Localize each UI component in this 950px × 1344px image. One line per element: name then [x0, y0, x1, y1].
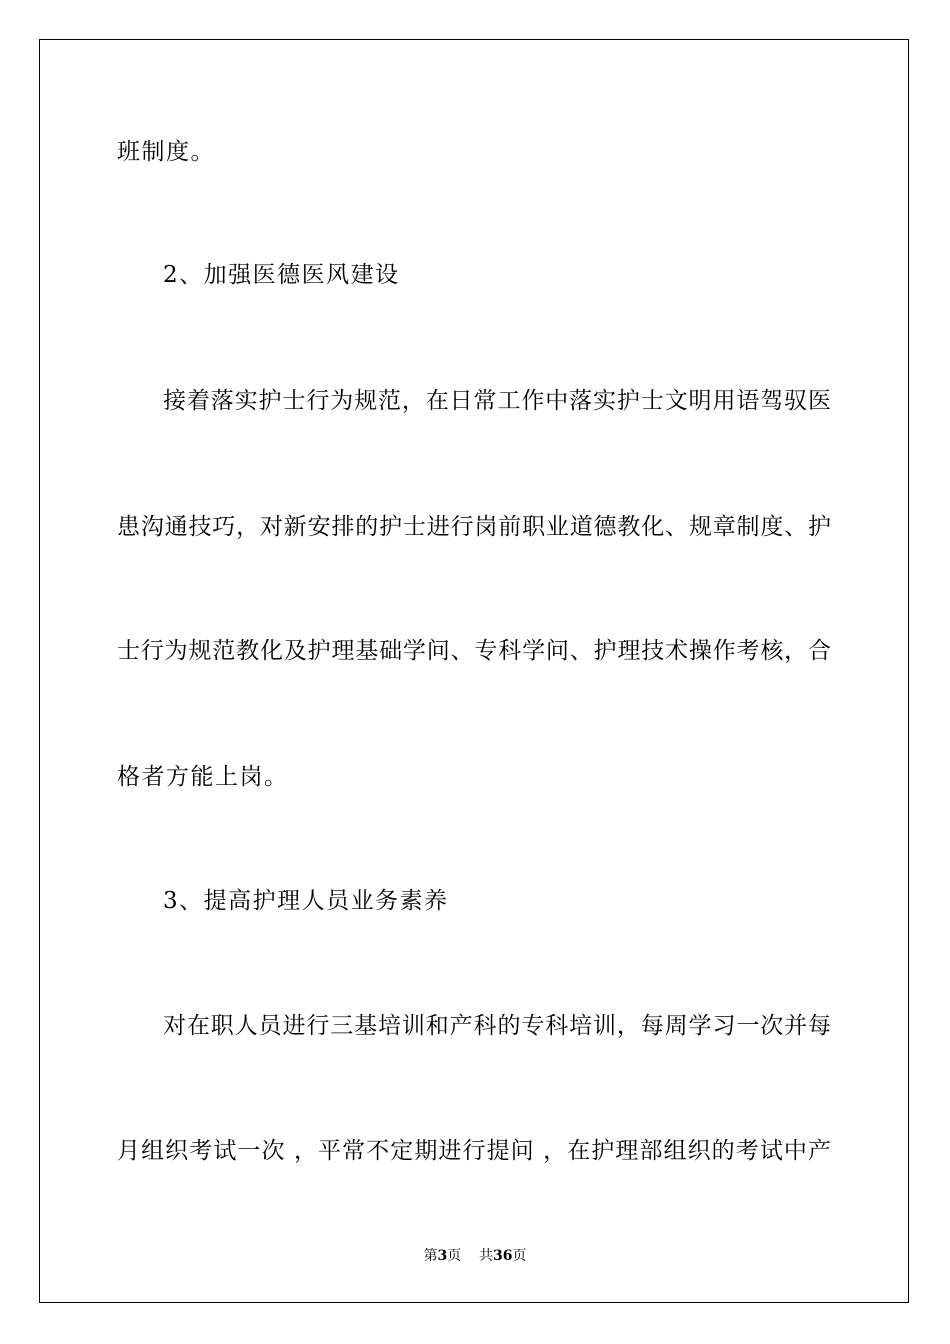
text-line-9: 月组织考试一次 ，平常不定期进行提问 ，在护理部组织的考试中产 — [117, 1138, 831, 1164]
footer-total-suffix: 页 — [512, 1248, 527, 1264]
text-line-6: 格者方能上岗。 — [117, 764, 289, 790]
section-heading-3: 3、提高护理人员业务素养 — [163, 888, 449, 914]
footer-page-number: 3 — [437, 1248, 448, 1264]
section-heading-2: 2、加强医德医风建设 — [163, 262, 400, 288]
footer-total-prefix: 共 — [479, 1248, 494, 1264]
text-line-5: 士行为规范教化及护理基础学问、专科学问、护理技术操作考核，合 — [117, 638, 831, 664]
page-border — [39, 39, 909, 1303]
footer-page-prefix: 第 — [423, 1248, 438, 1264]
footer-page-suffix: 页 — [447, 1248, 462, 1264]
text-line-4: 患沟通技巧，对新安排的护士进行岗前职业道德教化、规章制度、护 — [117, 514, 831, 540]
text-line-8: 对在职人员进行三基培训和产科的专科培训，每周学习一次并每 — [163, 1013, 831, 1039]
text-line-3: 接着落实护士行为规范，在日常工作中落实护士文明用语驾驭医 — [163, 388, 831, 414]
page-footer — [0, 1247, 950, 1265]
footer-total-pages: 36 — [493, 1248, 513, 1264]
text-line-1: 班制度。 — [117, 139, 215, 165]
